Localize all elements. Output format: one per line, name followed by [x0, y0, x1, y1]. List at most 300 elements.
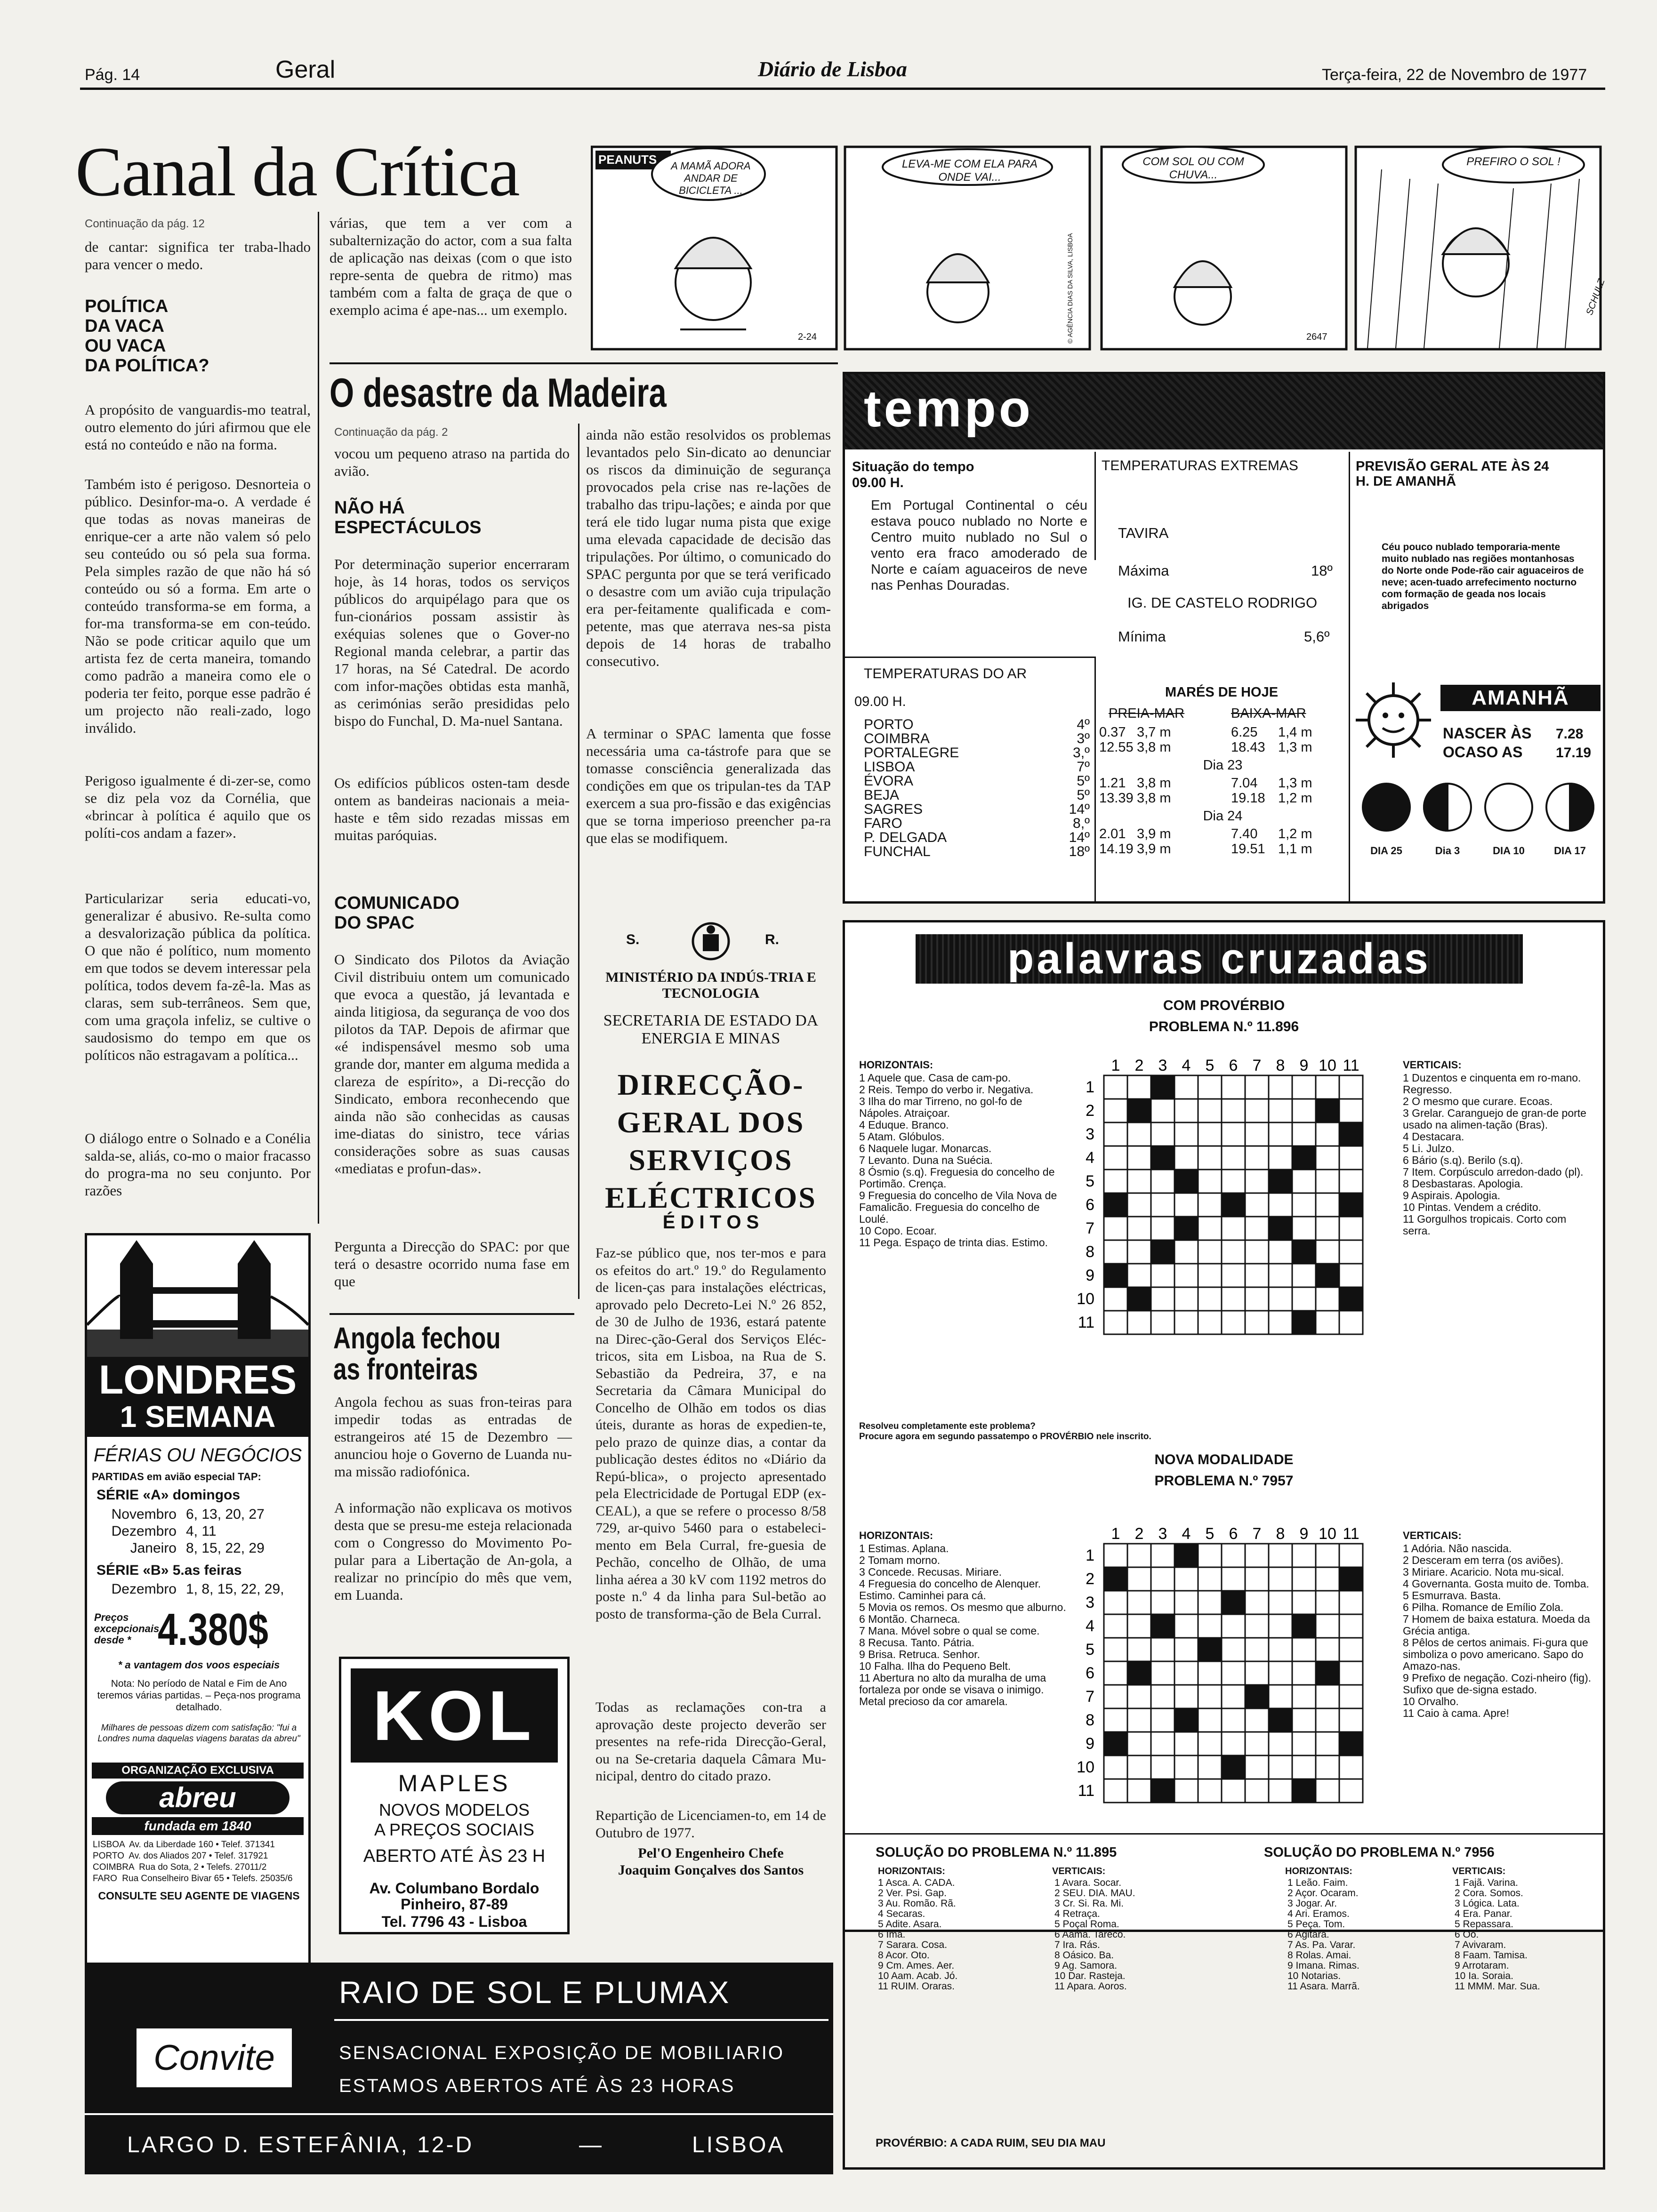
- londres-vantagem: * a vantagem dos voos especiais: [118, 1659, 280, 1671]
- grid-cell[interactable]: [1339, 1099, 1363, 1122]
- grid-cell[interactable]: [1222, 1779, 1245, 1803]
- grid-row-number: 4: [1086, 1617, 1094, 1635]
- londres-serie-b: SÉRIE «B» 5.as feiras: [97, 1563, 242, 1578]
- grid-cell[interactable]: [1269, 1755, 1292, 1779]
- londres-ferias: FÉRIAS OU NEGÓCIOS: [93, 1445, 302, 1466]
- proverbio-answer: PROVÉRBIO: A CADA RUIM, SEU DIA MAU: [876, 2137, 1106, 2149]
- grid-cell[interactable]: [1292, 1685, 1316, 1708]
- tide-height: 1,3 m: [1278, 776, 1312, 791]
- grid-cell[interactable]: [1339, 1075, 1363, 1099]
- comic-signature: SCHULZ: [1584, 277, 1607, 317]
- grid-cell[interactable]: [1292, 1638, 1316, 1661]
- grid-cell[interactable]: [1316, 1287, 1339, 1311]
- grid-black-cell: [1292, 1146, 1316, 1170]
- grid-cell[interactable]: [1104, 1614, 1127, 1638]
- tide-height: 1,4 m: [1278, 725, 1312, 740]
- grid-cell[interactable]: [1269, 1240, 1292, 1264]
- grid-cell[interactable]: [1198, 1217, 1222, 1240]
- tide-time: 19.51: [1231, 842, 1265, 857]
- grid-cell[interactable]: [1222, 1170, 1245, 1193]
- grid-cell[interactable]: [1269, 1264, 1292, 1287]
- grid-cell[interactable]: [1151, 1311, 1174, 1334]
- grid-cell[interactable]: [1316, 1217, 1339, 1240]
- grid-cell[interactable]: [1104, 1075, 1127, 1099]
- grid-cell[interactable]: [1151, 1708, 1174, 1732]
- grid-cell[interactable]: [1245, 1591, 1269, 1614]
- grid-cell[interactable]: [1292, 1708, 1316, 1732]
- grid-cell[interactable]: [1316, 1708, 1339, 1732]
- grid-cell[interactable]: [1151, 1591, 1174, 1614]
- city-name: FARO: [864, 816, 902, 831]
- grid-cell[interactable]: [1245, 1146, 1269, 1170]
- grid-cell[interactable]: [1127, 1170, 1151, 1193]
- grid-cell[interactable]: [1292, 1122, 1316, 1146]
- grid-cell[interactable]: [1316, 1170, 1339, 1193]
- grid-cell[interactable]: [1245, 1287, 1269, 1311]
- grid-cell[interactable]: [1174, 1311, 1198, 1334]
- raio-line: SENSACIONAL EXPOSIÇÃO DE MOBILIARIO: [339, 2043, 784, 2063]
- grid-row-number: 8: [1086, 1711, 1094, 1729]
- grid-cell[interactable]: [1198, 1544, 1222, 1567]
- grid-cell[interactable]: [1127, 1075, 1151, 1099]
- grid-cell[interactable]: [1245, 1193, 1269, 1217]
- grid-cell[interactable]: [1339, 1638, 1363, 1661]
- grid-row-number: 10: [1077, 1290, 1094, 1308]
- grid-cell[interactable]: [1339, 1170, 1363, 1193]
- grid-cell[interactable]: [1104, 1170, 1127, 1193]
- grid-cell[interactable]: [1316, 1732, 1339, 1755]
- grid-cell[interactable]: [1316, 1567, 1339, 1591]
- grid-cell[interactable]: [1222, 1638, 1245, 1661]
- comic-balloon-2: LEVA-ME COM ELA PARA ONDE VAI...: [901, 158, 1038, 184]
- grid-cell[interactable]: [1174, 1287, 1198, 1311]
- tempo-ar-time: 09.00 H.: [854, 694, 906, 709]
- tide-day: Dia 23: [1203, 758, 1243, 773]
- grid-cell[interactable]: [1174, 1638, 1198, 1661]
- grid-cell[interactable]: [1198, 1732, 1222, 1755]
- grid-cell[interactable]: [1127, 1217, 1151, 1240]
- grid-cell[interactable]: [1269, 1311, 1292, 1334]
- grid-cell[interactable]: [1269, 1146, 1292, 1170]
- grid-cell[interactable]: [1292, 1193, 1316, 1217]
- grid-cell[interactable]: [1174, 1122, 1198, 1146]
- grid-cell[interactable]: [1174, 1661, 1198, 1685]
- grid-cell[interactable]: [1316, 1544, 1339, 1567]
- grid-cell[interactable]: [1104, 1217, 1127, 1240]
- grid-cell[interactable]: [1339, 1708, 1363, 1732]
- grid-cell[interactable]: [1339, 1311, 1363, 1334]
- grid-cell[interactable]: [1151, 1685, 1174, 1708]
- grid-cell[interactable]: [1127, 1779, 1151, 1803]
- grid-cell[interactable]: [1245, 1170, 1269, 1193]
- grid-cell[interactable]: [1222, 1240, 1245, 1264]
- grid-cell[interactable]: [1104, 1240, 1127, 1264]
- grid-cell[interactable]: [1245, 1311, 1269, 1334]
- grid-cell[interactable]: [1269, 1567, 1292, 1591]
- solution-v-heading: VERTICAIS:: [1052, 1866, 1106, 1876]
- grid-cell[interactable]: [1245, 1264, 1269, 1287]
- grid-cell[interactable]: [1245, 1708, 1269, 1732]
- grid-cell[interactable]: [1198, 1170, 1222, 1193]
- grid-cell[interactable]: [1198, 1708, 1222, 1732]
- grid-cell[interactable]: [1269, 1779, 1292, 1803]
- grid-cell[interactable]: [1222, 1264, 1245, 1287]
- grid-cell[interactable]: [1269, 1193, 1292, 1217]
- grid-cell[interactable]: [1245, 1099, 1269, 1122]
- grid-cell[interactable]: [1104, 1122, 1127, 1146]
- grid-cell[interactable]: [1339, 1779, 1363, 1803]
- solution-v-heading: VERTICAIS:: [1452, 1866, 1506, 1876]
- grid-column-number: 7: [1252, 1057, 1262, 1074]
- grid-cell[interactable]: [1127, 1591, 1151, 1614]
- grid-cell[interactable]: [1198, 1567, 1222, 1591]
- kol-line: NOVOS MODELOS: [378, 1800, 530, 1819]
- grid-cell[interactable]: [1245, 1075, 1269, 1099]
- tempo-castelo: IG. DE CASTELO RODRIGO: [1127, 594, 1318, 611]
- madeira-top-rule: [330, 362, 838, 364]
- ministerio-name: MINISTÉRIO DA INDÚS-TRIA E TECNOLOGIA: [605, 970, 816, 1001]
- raio-rule: [334, 2019, 828, 2021]
- grid-cell[interactable]: [1339, 1217, 1363, 1240]
- tide-time: 14.19: [1099, 842, 1134, 857]
- grid-cell[interactable]: [1174, 1614, 1198, 1638]
- grid-cell[interactable]: [1127, 1708, 1151, 1732]
- ministerio-editos: É D I T O S: [662, 1212, 759, 1233]
- grid-cell[interactable]: [1151, 1217, 1174, 1240]
- grid-column-number: 1: [1111, 1525, 1120, 1543]
- grid-cell[interactable]: [1198, 1099, 1222, 1122]
- grid-cell[interactable]: [1127, 1240, 1151, 1264]
- grid-cell[interactable]: [1198, 1264, 1222, 1287]
- grid-cell[interactable]: [1174, 1240, 1198, 1264]
- londres-ad: [85, 1233, 311, 1972]
- grid-cell[interactable]: [1127, 1122, 1151, 1146]
- grid-cell[interactable]: [1127, 1685, 1151, 1708]
- canal-paragraph: Perigoso igualmente é di-zer-se, como se diz pela voz da Cornélia, que «brincar à política é aquilo que os políti-cos andam a fazer».: [85, 772, 311, 841]
- grid-cell[interactable]: [1316, 1614, 1339, 1638]
- city-row: [864, 845, 1090, 859]
- grid-cell[interactable]: [1292, 1099, 1316, 1122]
- grid-cell[interactable]: [1292, 1755, 1316, 1779]
- canal-paragraph: Também isto é perigoso. Desnorteia o público. Desinfor-ma-o. A verdade é que todas as novas maneiras de enrique-cer a arte não valem só pelo seu conteúdo ou só pela sua forma. Pela simples razão de que não há só conteúdo ou só a forma. Em arte o conteúdo transforma-se em forma, a for-ma transforma-se em con-teúdo. Não se pode criticar aquilo que um artista fez de certa maneira, tomando como padrão a maneira como ele o poderia ter feito, porque esse padrão é um projecto não reali-zado, logo inválido.: [85, 476, 311, 736]
- abreu-consulte: CONSULTE SEU AGENTE DE VIAGENS: [98, 1890, 300, 1902]
- grid-row-number: 11: [1078, 1314, 1094, 1331]
- tide-height: 3,9 m: [1137, 826, 1171, 842]
- grid-cell[interactable]: [1174, 1685, 1198, 1708]
- grid-cell[interactable]: [1316, 1685, 1339, 1708]
- grid-black-cell: [1174, 1170, 1198, 1193]
- abreu-address: PORTO Av. dos Aliados 207 • Telef. 317921: [93, 1851, 268, 1861]
- grid-cell[interactable]: [1245, 1779, 1269, 1803]
- solution-2-heading: SOLUÇÃO DO PROBLEMA N.º 7956: [1264, 1845, 1495, 1860]
- grid-cell[interactable]: [1292, 1217, 1316, 1240]
- grid-cell[interactable]: [1174, 1591, 1198, 1614]
- grid-cell[interactable]: [1222, 1567, 1245, 1591]
- grid-black-cell: [1245, 1685, 1269, 1708]
- kol-ad: [339, 1657, 570, 1934]
- grid-cell[interactable]: [1151, 1287, 1174, 1311]
- grid-cell[interactable]: [1104, 1638, 1127, 1661]
- grid-cell[interactable]: [1198, 1755, 1222, 1779]
- grid-cell[interactable]: [1151, 1732, 1174, 1755]
- grid-cell[interactable]: [1198, 1287, 1222, 1311]
- grid-cell[interactable]: [1174, 1732, 1198, 1755]
- tempo-cities-table: [864, 718, 1090, 859]
- grid-cell[interactable]: [1104, 1661, 1127, 1685]
- madeira-paragraph: ainda não estão resolvidos os problemas levantados pelo Sin-dicato ao denunciar os riscos da diminuição de segurança provocados pela crise nas re-lações de trabalho das tripu-lações; e ainda por que terá ele tido lugar numa pista que exige uma elevada capacidade de decisão das tripulações. Por último, o comunicado do SPAC pergunta por que se terá verificado o desastre com um avião cuja tripulação era per-feitamente qualificada e com-petente, mas que aterrava nes-sa pista depois de 14 horas de trabalho consecutivo.: [586, 426, 831, 669]
- grid-cell[interactable]: [1174, 1779, 1198, 1803]
- grid-cell[interactable]: [1198, 1685, 1222, 1708]
- grid-cell[interactable]: [1151, 1755, 1174, 1779]
- grid-cell[interactable]: [1222, 1217, 1245, 1240]
- madeira-continuation: Continuação da pág. 2: [334, 426, 448, 439]
- grid-cell[interactable]: [1292, 1170, 1316, 1193]
- grid-cell[interactable]: [1104, 1287, 1127, 1311]
- issue-date: Terça-feira, 22 de Novembro de 1977: [1322, 66, 1587, 84]
- madeira-paragraph: vocou um pequeno atraso na partida do avião.: [334, 445, 570, 479]
- grid-cell[interactable]: [1245, 1638, 1269, 1661]
- grid-cell[interactable]: [1245, 1661, 1269, 1685]
- grid-column-number: 4: [1182, 1525, 1191, 1543]
- abreu-address: COIMBRA Rua do Sota, 2 • Telefs. 27011/2: [93, 1862, 267, 1872]
- grid-row-number: 2: [1086, 1102, 1094, 1120]
- grid-cell[interactable]: [1222, 1146, 1245, 1170]
- grid-cell[interactable]: [1222, 1287, 1245, 1311]
- convite-label: Convite: [153, 2038, 275, 2078]
- grid-cell[interactable]: [1222, 1099, 1245, 1122]
- grid-cell[interactable]: [1339, 1614, 1363, 1638]
- grid-cell[interactable]: [1127, 1755, 1151, 1779]
- grid-cell[interactable]: [1104, 1755, 1127, 1779]
- grid-cell[interactable]: [1292, 1591, 1316, 1614]
- grid-cell[interactable]: [1222, 1075, 1245, 1099]
- grid-cell[interactable]: [1269, 1075, 1292, 1099]
- grid-cell[interactable]: [1151, 1567, 1174, 1591]
- comic-number: 2-24: [798, 332, 817, 342]
- tide-time: 13.39: [1099, 791, 1134, 806]
- grid-black-cell: [1151, 1146, 1174, 1170]
- grid-cell[interactable]: [1222, 1544, 1245, 1567]
- raio-ad: [85, 1963, 833, 2174]
- grid-cell[interactable]: [1245, 1122, 1269, 1146]
- grid-cell[interactable]: [1151, 1122, 1174, 1146]
- tempo-minima-value: 5,6º: [1304, 628, 1330, 645]
- grid-cell[interactable]: [1127, 1614, 1151, 1638]
- grid-cell[interactable]: [1292, 1567, 1316, 1591]
- city-temp: 4º: [1077, 717, 1090, 732]
- grid-cell[interactable]: [1292, 1287, 1316, 1311]
- grid-cell[interactable]: [1292, 1661, 1316, 1685]
- grid-cell[interactable]: [1269, 1732, 1292, 1755]
- grid-cell[interactable]: [1222, 1661, 1245, 1685]
- grid-cell[interactable]: [1269, 1099, 1292, 1122]
- grid-cell[interactable]: [1174, 1264, 1198, 1287]
- grid-cell[interactable]: [1245, 1544, 1269, 1567]
- moon-phase-label: DIA 17: [1554, 845, 1586, 857]
- tide-height: 1,3 m: [1278, 740, 1312, 755]
- grid-cell[interactable]: [1316, 1122, 1339, 1146]
- grid-cell[interactable]: [1292, 1264, 1316, 1287]
- grid-cell[interactable]: [1316, 1311, 1339, 1334]
- grid-cell[interactable]: [1104, 1146, 1127, 1170]
- tempo-divider: [1349, 666, 1350, 904]
- grid-cell[interactable]: [1316, 1146, 1339, 1170]
- grid-cell[interactable]: [1269, 1287, 1292, 1311]
- grid-cell[interactable]: [1339, 1544, 1363, 1567]
- grid-column-number: 4: [1182, 1057, 1191, 1074]
- grid-black-cell: [1151, 1779, 1174, 1803]
- grid-black-cell: [1151, 1240, 1174, 1264]
- grid-cell[interactable]: [1127, 1264, 1151, 1287]
- grid-cell[interactable]: [1269, 1614, 1292, 1638]
- grid-row-number: 4: [1086, 1149, 1094, 1167]
- grid-cell[interactable]: [1104, 1685, 1127, 1708]
- grid-cell[interactable]: [1127, 1311, 1151, 1334]
- grid-cell[interactable]: [1104, 1311, 1127, 1334]
- grid-cell[interactable]: [1245, 1614, 1269, 1638]
- grid-cell[interactable]: [1339, 1661, 1363, 1685]
- grid-cell[interactable]: [1198, 1311, 1222, 1334]
- grid-cell[interactable]: [1269, 1122, 1292, 1146]
- grid-cell[interactable]: [1174, 1567, 1198, 1591]
- grid-black-cell: [1151, 1075, 1174, 1099]
- grid-cell[interactable]: [1245, 1567, 1269, 1591]
- grid-cell[interactable]: [1127, 1732, 1151, 1755]
- city-name: SAGRES: [864, 801, 923, 817]
- grid-cell[interactable]: [1127, 1567, 1151, 1591]
- kol-logo-box: [351, 1668, 558, 1763]
- amanha-label: AMANHÃ: [1472, 686, 1569, 709]
- grid-cell[interactable]: [1151, 1264, 1174, 1287]
- grid-cell[interactable]: [1198, 1591, 1222, 1614]
- section-label: Geral: [275, 56, 336, 83]
- grid-cell[interactable]: [1269, 1638, 1292, 1661]
- grid-cell[interactable]: [1174, 1146, 1198, 1170]
- tide-height: 3,8 m: [1137, 740, 1171, 755]
- grid-cell[interactable]: [1104, 1708, 1127, 1732]
- grid-cell[interactable]: [1222, 1614, 1245, 1638]
- grid-cell[interactable]: [1316, 1591, 1339, 1614]
- grid-cell[interactable]: [1222, 1708, 1245, 1732]
- grid-cell[interactable]: [1292, 1544, 1316, 1567]
- grid-cell[interactable]: [1245, 1755, 1269, 1779]
- raio-line: ESTAMOS ABERTOS ATÉ ÀS 23 HORAS: [339, 2076, 735, 2096]
- londres-partidas: PARTIDAS em avião especial TAP:: [92, 1471, 261, 1483]
- grid-cell[interactable]: [1269, 1685, 1292, 1708]
- grid-cell[interactable]: [1198, 1146, 1222, 1170]
- grid-cell[interactable]: [1151, 1544, 1174, 1567]
- grid-cell[interactable]: [1316, 1779, 1339, 1803]
- grid-black-cell: [1222, 1193, 1245, 1217]
- grid-cell[interactable]: [1316, 1755, 1339, 1779]
- grid-cell[interactable]: [1198, 1193, 1222, 1217]
- city-row: [864, 788, 1090, 802]
- grid-cell[interactable]: [1151, 1099, 1174, 1122]
- grid-black-cell: [1316, 1661, 1339, 1685]
- grid-cell[interactable]: [1222, 1311, 1245, 1334]
- grid-row-number: 8: [1086, 1243, 1094, 1261]
- city-name: FUNCHAL: [864, 844, 931, 859]
- grid-column-number: 1: [1111, 1057, 1120, 1074]
- grid-cell[interactable]: [1151, 1661, 1174, 1685]
- amanha-banner: [1440, 685, 1601, 711]
- grid-cell[interactable]: [1104, 1544, 1127, 1567]
- grid-cell[interactable]: [1198, 1122, 1222, 1146]
- grid-cell[interactable]: [1198, 1661, 1222, 1685]
- grid-cell[interactable]: [1104, 1779, 1127, 1803]
- grid-cell[interactable]: [1292, 1732, 1316, 1755]
- column-rule: [578, 424, 579, 1299]
- grid-cell[interactable]: [1292, 1075, 1316, 1099]
- grid-black-cell: [1104, 1732, 1127, 1755]
- grid-cell[interactable]: [1316, 1240, 1339, 1264]
- grid-cell[interactable]: [1316, 1193, 1339, 1217]
- madeira-paragraph: O Sindicato dos Pilotos da Aviação Civil distribuiu ontem um comunicado que evoca a questão, já levantada e ainda litigiosa, da segurança de voo dos pilotos da TAP. Depois de afirmar que «é indispensável mesmo sob uma grande dor, manter em alguma medida a clareza de espírito», a Di-recção do Sindicato, embora reconhecendo que ainda não são conhecidas as causas ime-diatas do sinistro, tece várias considerações sobre as suas causas «mediatas e profun-das».: [334, 951, 570, 1177]
- grid-cell[interactable]: [1339, 1755, 1363, 1779]
- grid-cell[interactable]: [1339, 1591, 1363, 1614]
- solution-2-vertical: 1 Fajã. Varina. 2 Cora. Somos. 3 Lógica. Lata. 4 Era. Panar. 5 Repassara. 6 Oó. 7 Avivaram. 8 Faam. Tamisa. 9 Arrotaram. 10 Ia. Soraia. 11 MMM. Mar. Sua.: [1455, 1877, 1540, 1992]
- grid-cell[interactable]: [1245, 1732, 1269, 1755]
- grid-row-number: 1: [1086, 1547, 1094, 1564]
- solution-h-heading: HORIZONTAIS:: [878, 1866, 945, 1876]
- grid-cell[interactable]: [1174, 1755, 1198, 1779]
- grid-cell[interactable]: [1198, 1075, 1222, 1099]
- grid-cell[interactable]: [1127, 1146, 1151, 1170]
- grid-cell[interactable]: [1269, 1591, 1292, 1614]
- grid-cell[interactable]: [1127, 1638, 1151, 1661]
- city-temp: 8,º: [1073, 816, 1090, 831]
- grid-cell[interactable]: [1151, 1170, 1174, 1193]
- grid-cell[interactable]: [1316, 1075, 1339, 1099]
- tide-row: [1099, 776, 1346, 791]
- ministerio-r: R.: [765, 932, 779, 947]
- grid-cell[interactable]: [1127, 1193, 1151, 1217]
- grid-cell[interactable]: [1151, 1193, 1174, 1217]
- madeira-subhead: NÃO HÁ ESPECTÁCULOS: [334, 498, 482, 537]
- comic-number: 2647: [1306, 332, 1327, 342]
- grid-cell[interactable]: [1198, 1240, 1222, 1264]
- grid-cell[interactable]: [1245, 1217, 1269, 1240]
- grid-cell[interactable]: [1151, 1638, 1174, 1661]
- grid-cell[interactable]: [1316, 1638, 1339, 1661]
- kol-logo: KOL: [372, 1675, 536, 1755]
- grid-cell[interactable]: [1339, 1264, 1363, 1287]
- newspaper-name: Diário de Lisboa: [758, 57, 907, 81]
- abreu-fundada-bar: [92, 1817, 304, 1835]
- crossword-banner: [916, 934, 1523, 984]
- grid-cell[interactable]: [1174, 1099, 1198, 1122]
- grid-cell[interactable]: [1174, 1075, 1198, 1099]
- grid-cell[interactable]: [1339, 1240, 1363, 1264]
- grid-cell[interactable]: [1339, 1685, 1363, 1708]
- grid-cell[interactable]: [1104, 1099, 1127, 1122]
- madeira-paragraph: Por determinação superior encerraram hoje, às 14 horas, todos os serviços públicos do arquipélago para que os fun-cionários possam assistir às exéquias solenes que o Gover-no Regional manda celebrar, a partir das 17 horas, na Sé Catedral. De acordo com infor-mações obtidas esta manhã, as cerimónias serão presididas pelo bispo do Funchal, D. Ma-nuel Santana.: [334, 556, 570, 729]
- grid-cell[interactable]: [1245, 1240, 1269, 1264]
- grid-cell[interactable]: [1222, 1685, 1245, 1708]
- grid-cell[interactable]: [1222, 1732, 1245, 1755]
- grid-cell[interactable]: [1222, 1122, 1245, 1146]
- abreu-logo-text: abreu: [159, 1782, 236, 1813]
- grid-cell[interactable]: [1339, 1146, 1363, 1170]
- grid-cell[interactable]: [1198, 1779, 1222, 1803]
- grid-cell[interactable]: [1127, 1544, 1151, 1567]
- grid-cell[interactable]: [1269, 1544, 1292, 1567]
- grid-cell[interactable]: [1269, 1661, 1292, 1685]
- grid-cell[interactable]: [1174, 1193, 1198, 1217]
- grid-cell[interactable]: [1104, 1591, 1127, 1614]
- grid-cell[interactable]: [1198, 1614, 1222, 1638]
- grid-column-number: 5: [1205, 1057, 1215, 1074]
